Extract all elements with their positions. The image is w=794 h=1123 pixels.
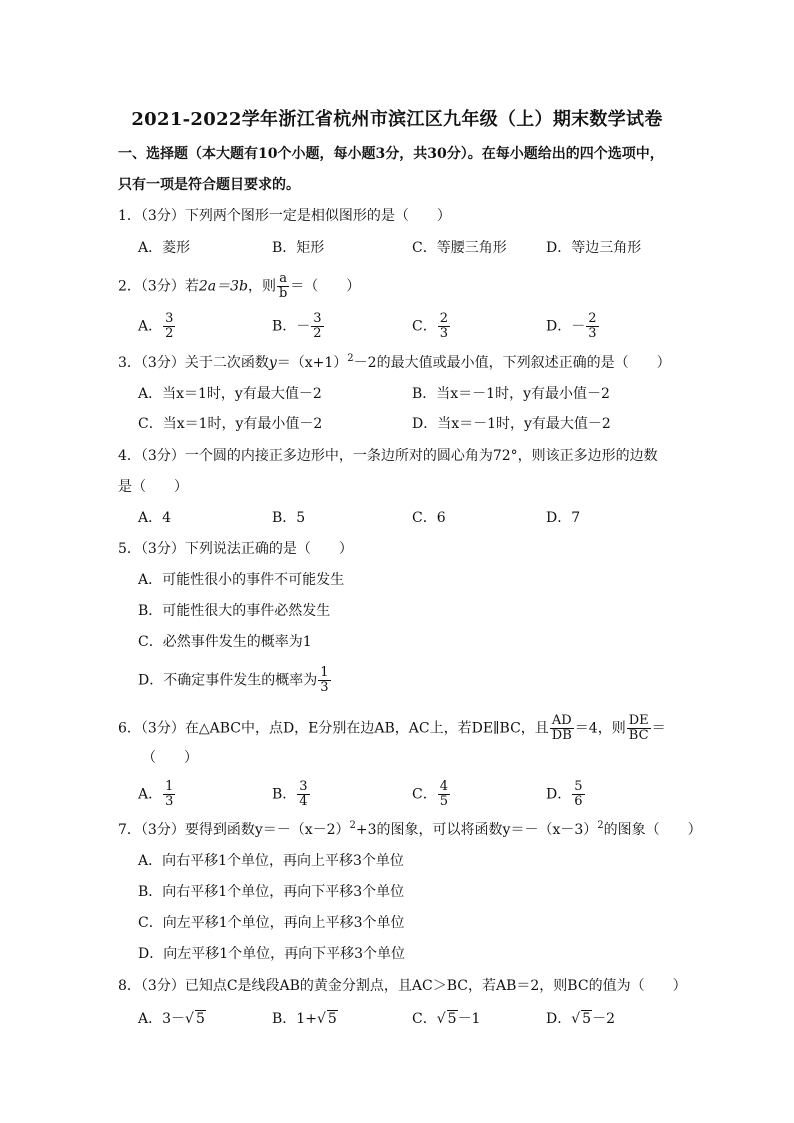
q2-suffix: ＝（ ） bbox=[290, 278, 361, 295]
q5-option-b: B．可能性很大的事件必然发生 bbox=[138, 603, 331, 619]
q2-option-c: C． $\frac{2}{3}$ bbox=[412, 311, 448, 341]
q7-option-d: D．向左平移1个单位，再向下平移3个单位 bbox=[138, 946, 406, 962]
q8-option-b: B．1+√ 5 bbox=[272, 1011, 337, 1027]
q1-option-a: A．菱形 bbox=[138, 240, 191, 256]
question-8-stem: 8．（3分）已知点C是线段AB的黄金分割点，且AC＞BC，若AB＝2，则BC的值为（ ） bbox=[118, 978, 687, 994]
q6-option-c: C． $\frac{4}{5}$ bbox=[412, 779, 448, 809]
q1-option-d: D．等边三角形 bbox=[546, 240, 642, 256]
exam-title: 2021-2022学年浙江省杭州市滨江区九年级（上）期末数学试卷 bbox=[131, 109, 663, 130]
q5-option-a: A．可能性很小的事件不可能发生 bbox=[138, 572, 345, 588]
q4-option-b: B．5 bbox=[272, 510, 306, 526]
q7-option-c: C．向左平移1个单位，再向上平移3个单位 bbox=[138, 915, 405, 931]
q2-option-d: D．－ $\frac{2}{3}$ bbox=[546, 311, 597, 341]
q8-option-c: C．√ 5－1 bbox=[412, 1011, 481, 1027]
question-4-stem-line-2: 是（ ） bbox=[118, 479, 188, 495]
q7-option-b: B．向右平移1个单位，再向下平移3个单位 bbox=[138, 884, 405, 900]
q2-mid: ，则 bbox=[247, 278, 276, 295]
question-1-stem: 1．（3分）下列两个图形一定是相似图形的是（ ） bbox=[118, 208, 451, 224]
q4-option-d: D．7 bbox=[546, 510, 581, 526]
q8-option-a: A．3－√ 5 bbox=[138, 1011, 205, 1027]
question-6-paren: （ ） bbox=[142, 750, 198, 766]
q2-prefix: 2．（3分）若 bbox=[118, 278, 199, 295]
q1-option-b: B．矩形 bbox=[272, 240, 325, 256]
q8-option-d: D．√ 5－2 bbox=[546, 1011, 615, 1027]
question-4-stem-line-1: 4．（3分）一个圆的内接正多边形中，一条边所对的圆心角为72°，则该正多边形的边数 bbox=[118, 448, 658, 464]
q2-option-b: B．－ $\frac{3}{2}$ bbox=[272, 311, 322, 341]
q5-option-d: D．不确定事件发生的概率为 $\frac{1}{3}$ bbox=[138, 665, 329, 695]
section-heading-line-1: 一、选择题（本大题有10个小题，每小题3分，共30分）。在每小题给出的四个选项中， bbox=[118, 146, 664, 162]
q7-option-a: A．向右平移1个单位，再向上平移3个单位 bbox=[138, 853, 404, 869]
question-5-stem: 5．（3分）下列说法正确的是（ ） bbox=[118, 541, 353, 557]
q2-fraction: $\frac{a}{b}$ bbox=[278, 271, 288, 301]
q4-option-a: A．4 bbox=[138, 510, 172, 526]
question-6-stem: 6．（3分）在△ABC中，点D，E分别在边AB，AC上，若DE∥BC，且 $\frac{AD}{DB}$ ＝4，则 $\frac{DE}{BC}$ ＝ bbox=[118, 713, 666, 743]
q5-option-c: C．必然事件发生的概率为1 bbox=[138, 634, 312, 650]
q6-option-b: B． $\frac{3}{4}$ bbox=[272, 779, 308, 809]
q3-option-a: A．当x＝1时，y有最大值－2 bbox=[138, 386, 322, 402]
question-2-stem bbox=[118, 272, 688, 301]
question-3-stem: 3．（3分）关于二次函数$y=(x+1)^2-2$的最大值或最小值，下列叙述正确的是（ ） bbox=[118, 353, 671, 371]
question-7-stem: 7．（3分）要得到函数$y=-(x-2)^2+3$的图象，可以将函数$y=-(x-3)^2$的图象（ ） bbox=[118, 820, 702, 838]
q1-option-c: C．等腰三角形 bbox=[412, 240, 507, 256]
q4-option-c: C．6 bbox=[412, 510, 446, 526]
q3-option-c: C．当x＝1时，y有最小值－2 bbox=[138, 416, 323, 432]
section-heading-line-2: 只有一项是符合题目要求的。 bbox=[118, 177, 300, 193]
q3-option-d: D．当x＝－1时，y有最大值－2 bbox=[412, 416, 611, 432]
q2-option-a: A． $\frac{3}{2}$ bbox=[138, 311, 174, 341]
q2-expression: 2a＝3b bbox=[198, 278, 248, 295]
q3-option-b: B．当x＝－1时，y有最小值－2 bbox=[412, 386, 610, 402]
q6-option-a: A． $\frac{1}{3}$ bbox=[138, 779, 174, 809]
q6-option-d: D． $\frac{5}{6}$ bbox=[546, 779, 583, 809]
